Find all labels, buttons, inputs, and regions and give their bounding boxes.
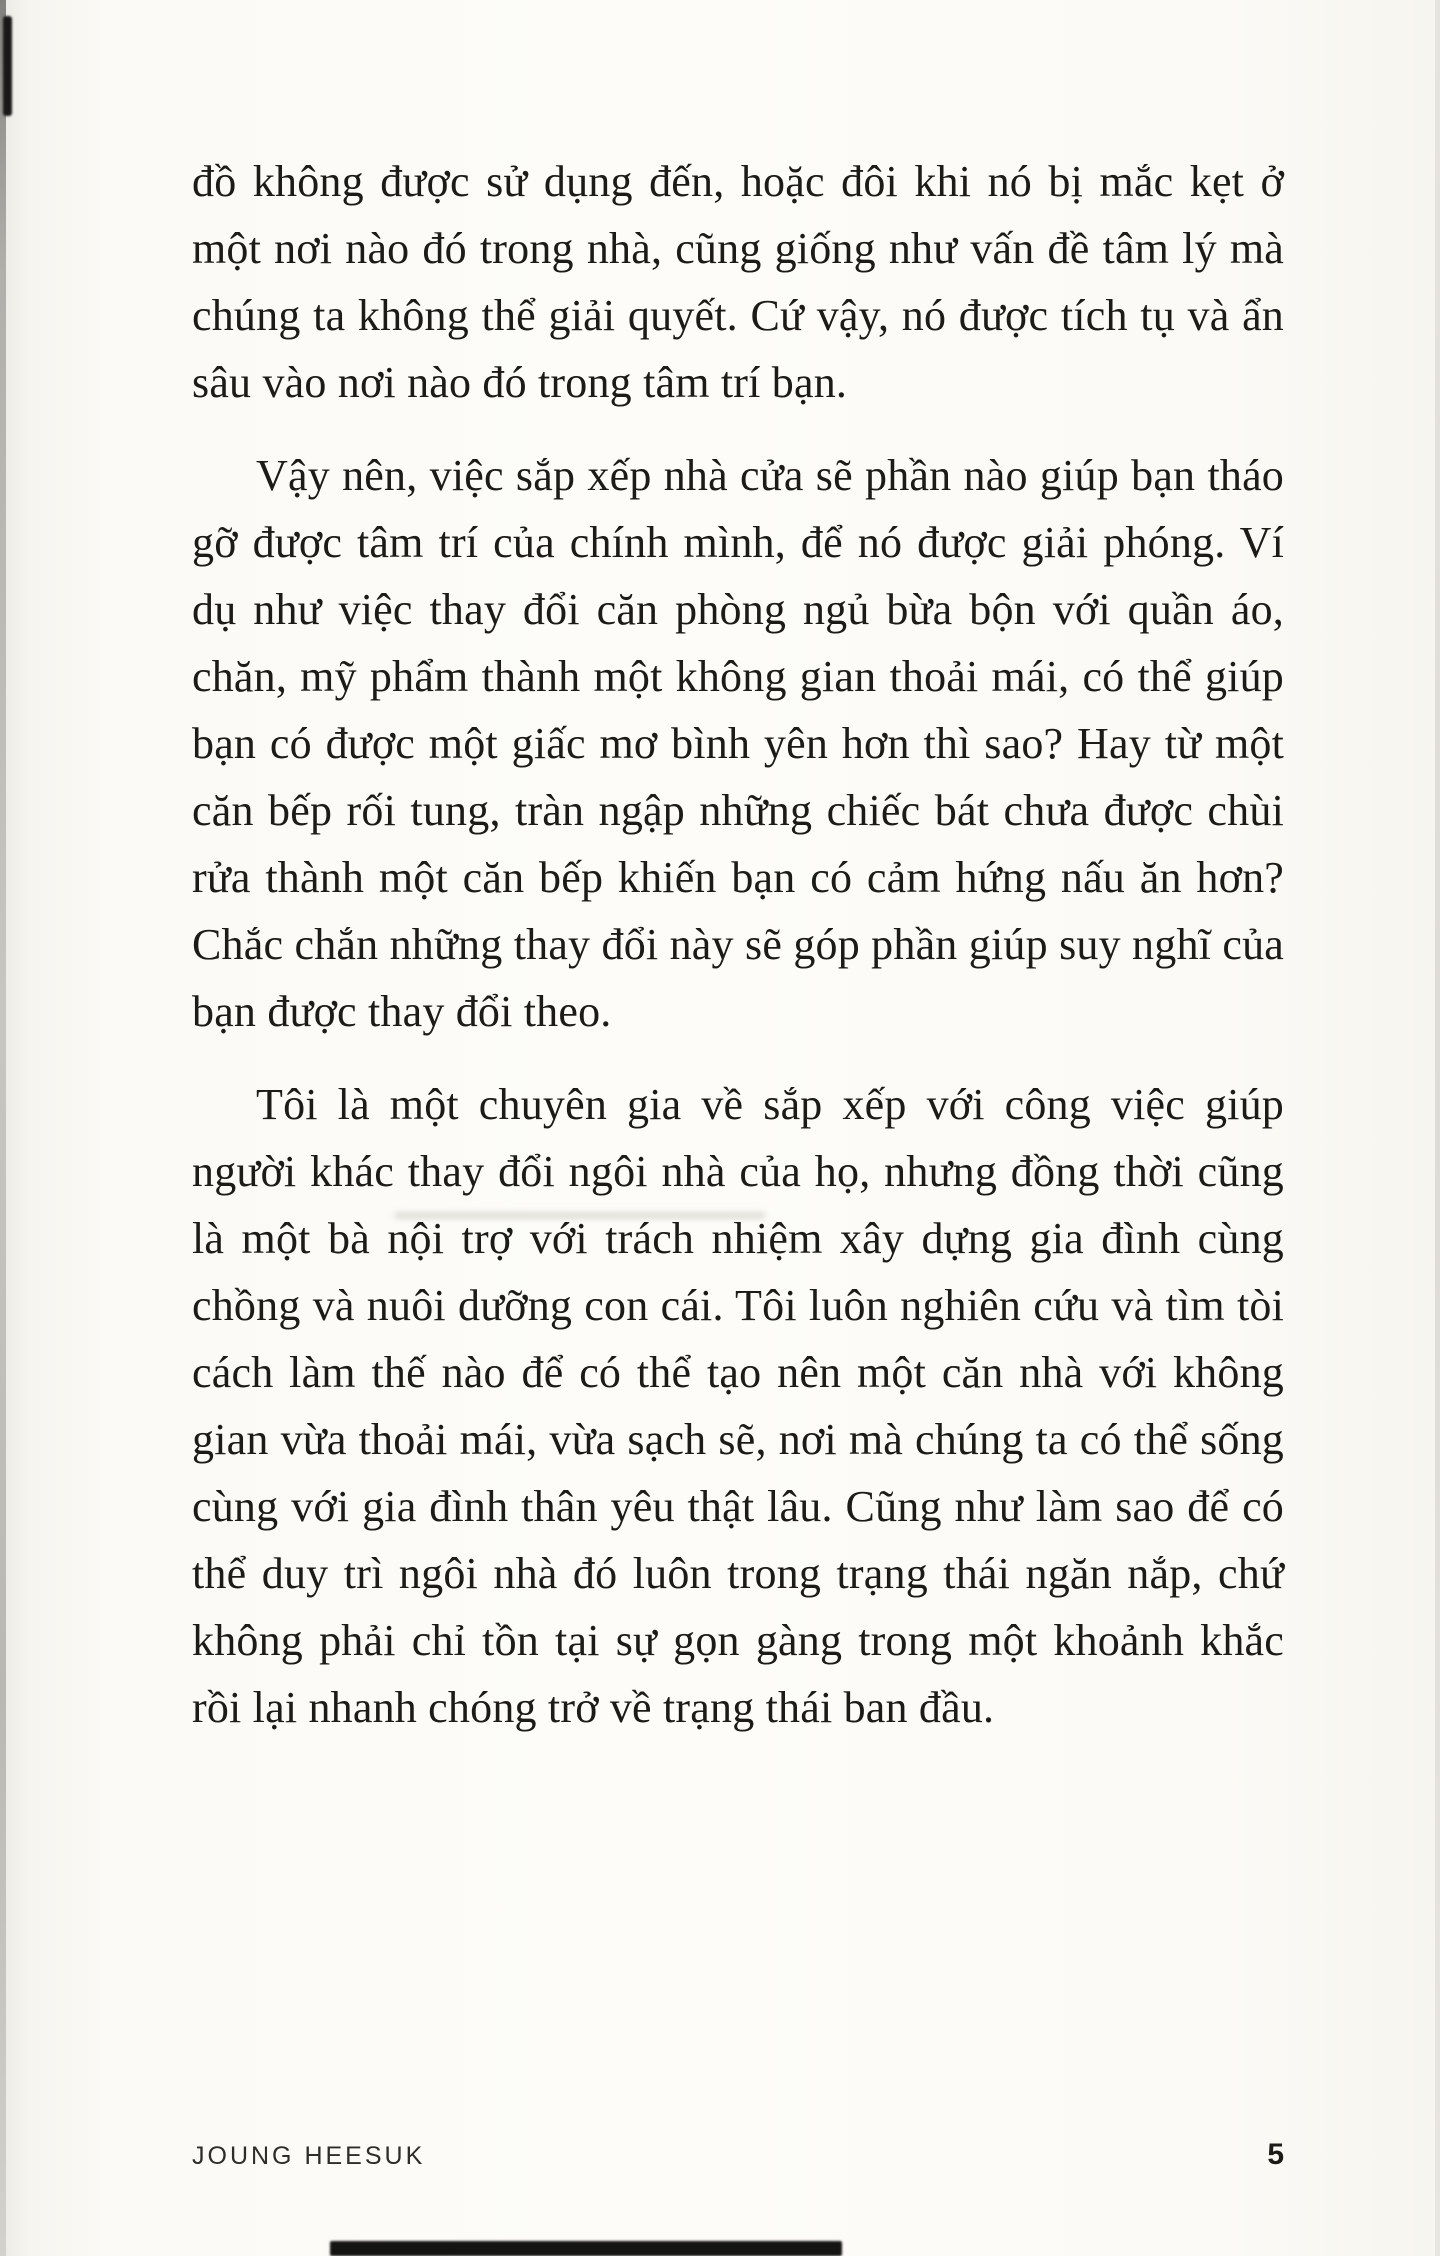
page-footer — [192, 2138, 1284, 2172]
scan-band-bottom — [330, 2241, 842, 2256]
body-paragraph: Tôi là một chuyên gia về sắp xếp với công việc giúp người khác thay đổi ngôi nhà của họ, nhưng đồng thời cũng là một bà nội trợ với trách nhiệm xây dựng gia đình cùng chồng và nuôi dưỡng con cái. Tôi luôn nghiên cứu và tìm tòi cách làm thế nào để có thể tạo nên một căn nhà với không gian vừa thoải mái, vừa sạch sẽ, nơi mà chúng ta có thể sống cùng với gia đình thân yêu thật lâu. Cũng như làm sao để có thể duy trì ngôi nhà đó luôn trong trạng thái ngăn nắp, chứ không phải chỉ tồn tại sự gọn gàng trong một khoảnh khắc rồi lại nhanh chóng trở về trạng thái ban đầu. — [192, 1080, 1284, 1732]
body-paragraph: Vậy nên, việc sắp xếp nhà cửa sẽ phần nào giúp bạn tháo gỡ được tâm trí của chính mình, để nó được giải phóng. Ví dụ như việc thay đổi căn phòng ngủ bừa bộn với quần áo, chăn, mỹ phẩm thành một không gian thoải mái, có thể giúp bạn có được một giấc mơ bình yên hơn thì sao? Hay từ một căn bếp rối tung, tràn ngập những chiếc bát chưa được chùi rửa thành một căn bếp khiến bạn có cảm hứng nấu ăn hơn? Chắc chắn những thay đổi này sẽ góp phần giúp suy nghĩ của bạn được thay đổi theo. — [192, 451, 1284, 1036]
body-text — [192, 148, 1284, 1767]
footer-author: JOUNG HEESUK — [192, 2142, 426, 2170]
body-paragraph: đồ không được sử dụng đến, hoặc đôi khi nó bị mắc kẹt ở một nơi nào đó trong nhà, cũng giống như vấn đề tâm lý mà chúng ta không thể giải quyết. Cứ vậy, nó được tích tụ và ẩn sâu vào nơi nào đó trong tâm trí bạn. — [192, 157, 1284, 407]
scan-edge-left — [0, 0, 6, 2256]
scan-mark-top-left — [3, 16, 12, 116]
scan-edge-right — [1435, 0, 1440, 2256]
page-number: 5 — [1267, 2138, 1284, 2171]
